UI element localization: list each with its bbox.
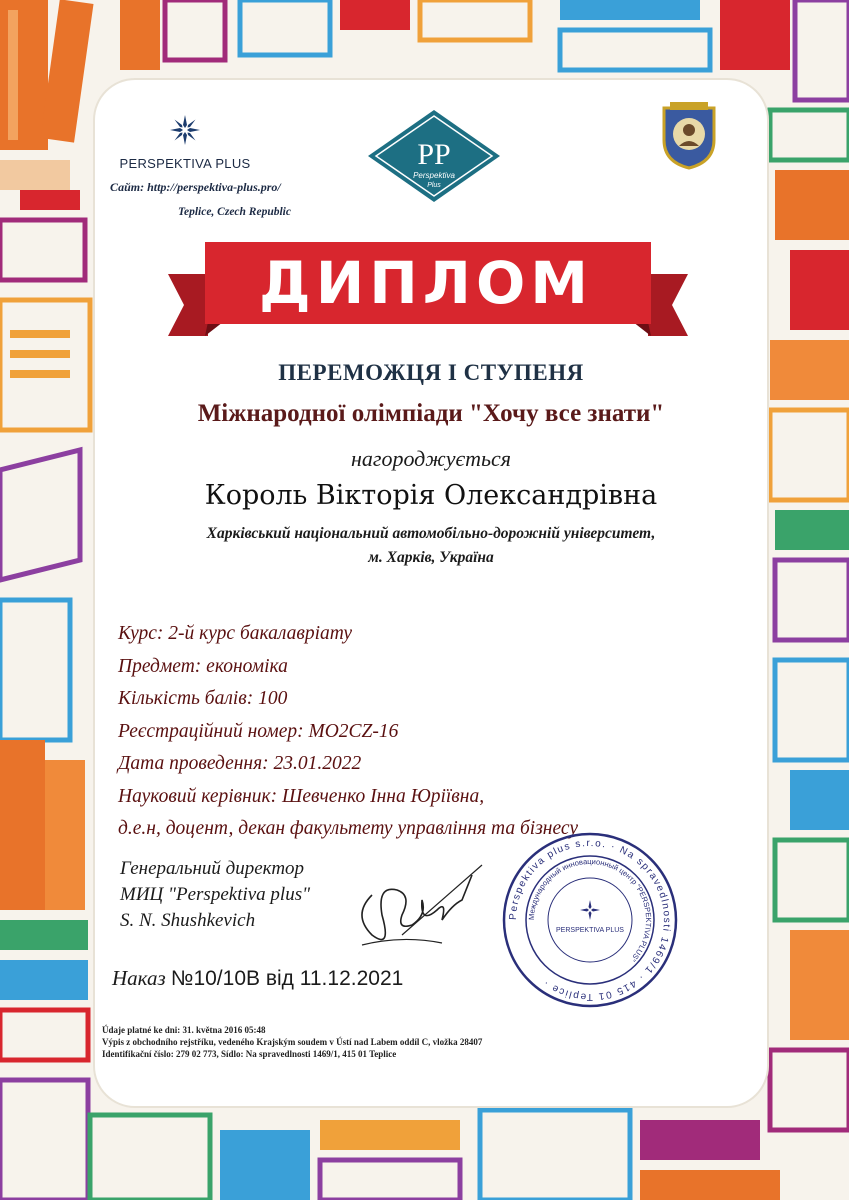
- site-url: Сайт: http://perspektiva-plus.pro/: [110, 180, 281, 194]
- recipient-name: Король Вікторія Олександрівна: [204, 480, 658, 511]
- university-block: [95, 522, 767, 570]
- supervisor-line: Науковий керівник: Шевченко Інна Юріївна,: [118, 785, 485, 807]
- director-name: S. N. Shushkevich: [120, 910, 256, 931]
- perspektiva-plus-logo: [366, 108, 502, 204]
- awarded-text: нагороджується: [350, 446, 512, 471]
- details-list: [118, 618, 578, 846]
- brand-name: PERSPEKTIVA PLUS: [119, 156, 251, 171]
- subject-line: Предмет: економіка: [118, 655, 288, 677]
- city-text: Teplice, Czech Republic: [178, 206, 291, 218]
- date-line: Дата проведення: 23.01.2022: [118, 753, 362, 774]
- legal-line: Výpis z obchodního rejstříku, vedeného Krajským soudem v Ústí nad Labem oddíl C, vložka 28407: [102, 1037, 483, 1047]
- stamp-center-text: PERSPEKTIVA PLUS: [556, 927, 624, 934]
- supervisor-title-line: д.е.н, доцент, декан факультету управління та бізнесу: [118, 818, 579, 839]
- signature-image: [342, 855, 492, 955]
- director-org: МИЦ "Perspektiva plus": [120, 884, 311, 905]
- order-prefix: Наказ: [112, 966, 171, 990]
- order-number: №10/10В від 11.12.2021: [170, 967, 404, 990]
- logo-initials: PP: [417, 138, 451, 171]
- winner-line: ПЕРЕМОЖЦЯ І СТУПЕНЯ: [278, 360, 584, 385]
- logo-sub2: Plus: [427, 182, 441, 189]
- diploma-title: ДИПЛОМ: [259, 249, 593, 317]
- legal-block: [102, 1024, 482, 1060]
- order-line: [112, 966, 403, 991]
- legal-line: Identifikační číslo: 279 02 773, Sídlo: Na spravedlnosti 1469/1, 415 01 Teplice: [102, 1049, 397, 1059]
- stamp-outer-text: Perspektiva plus s.r.o. · Na spravedlnosti 1469/1 · 415 01 Teplice ·: [507, 837, 673, 1003]
- director-title: Генеральний директор: [120, 858, 305, 879]
- snowflake-logo-icon: [168, 113, 202, 147]
- brand-block: [115, 113, 255, 171]
- score-line: Кількість балів: 100: [118, 688, 288, 709]
- university-crest-icon: [660, 100, 718, 170]
- university-line: Харківський національний автомобільно-дорожній університет,: [206, 525, 656, 542]
- logo-sub1: Perspektiva: [413, 171, 455, 180]
- course-line: Курс: 2-й курс бакалавріату: [118, 623, 353, 644]
- reg-number-line: Реєстраційний номер: MO2CZ-16: [118, 720, 399, 742]
- city-line: м. Харків, Україна: [368, 549, 494, 566]
- stamp-inner-text: Международный инновационный центр "PERSPEKTIVA PLUS": [526, 856, 654, 964]
- olympiad-name: Міжнародної олімпіади "Хочу все знати": [197, 400, 665, 427]
- director-block: [120, 856, 310, 934]
- official-stamp: [500, 830, 680, 1010]
- legal-line: Údaje platné ke dni: 31. května 2016 05:48: [102, 1025, 266, 1035]
